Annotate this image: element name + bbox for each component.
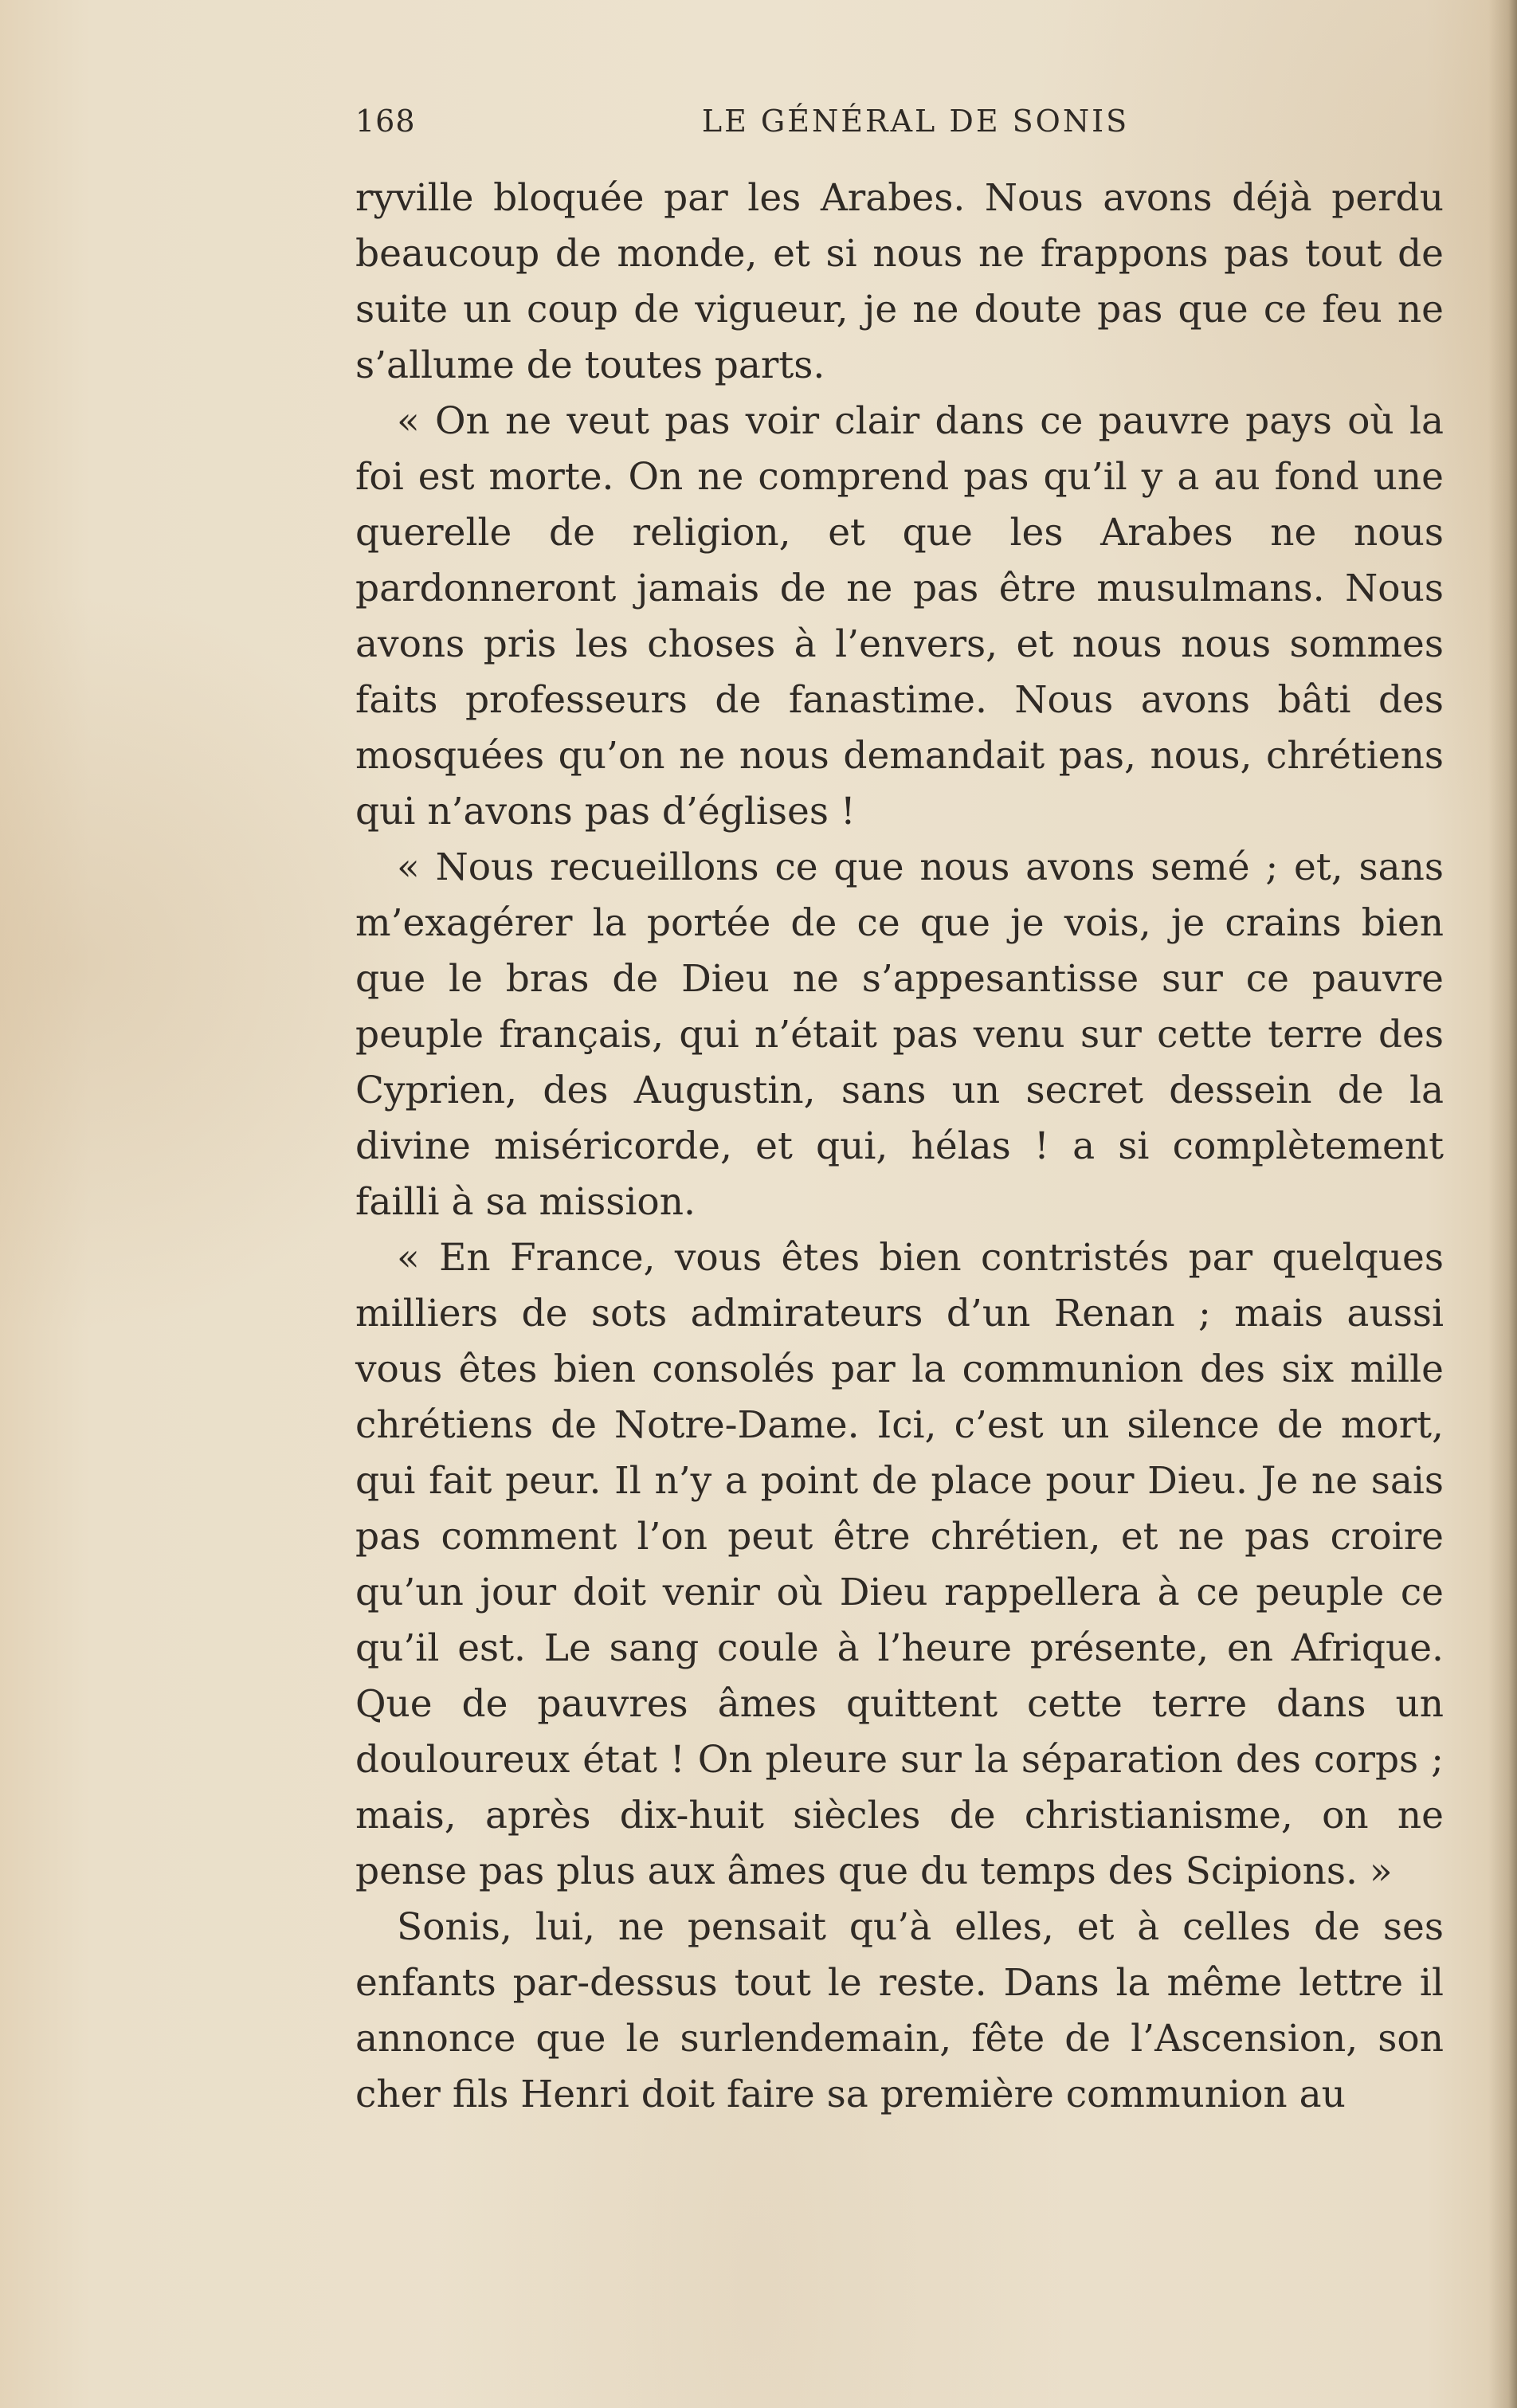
body-text [355, 171, 1444, 2123]
paragraph-4: « En France, vous êtes bien contristés par quelques milliers de sots admirateurs d’un Renan ; mais aussi vous êtes bien consolés par la communion des six mille chrétiens de Notre-Dame. Ici, c’est un silence de mort, qui fait peur. Il n’y a point de place pour Dieu. Je ne sais pas comment l’on peut être chrétien, et ne pas croire qu’un jour doit venir où Dieu rappellera à ce peuple ce qu’il est. Le sang coule à l’heure présente, en Afrique. Que de pauvres âmes quittent cette terre dans un douloureux état ! On pleure sur la séparation des corps ; mais, après dix-huit siècles de christianisme, on ne pense pas plus aux âmes que du temps des Scipions. » [355, 1236, 1444, 1893]
paragraph-3: « Nous recueillons ce que nous avons semé ; et, sans m’exagérer la portée de ce que je vois, je crains bien que le bras de Dieu ne s’appesantisse sur ce pauvre peuple français, qui n’était pas venu sur cette terre des Cyprien, des Augustin, sans un secret dessein de la divine miséricorde, et qui, hélas ! a si complètement failli à sa mission. [355, 845, 1444, 1224]
paragraph-5: Sonis, lui, ne pensait qu’à elles, et à celles de ses enfants par-dessus tout le reste. Dans la même lettre il annonce que le surlendemain, fête de l’Ascension, son cher fils Henri doit faire sa première communion au [355, 1905, 1444, 2116]
page-heading: LE GÉNÉRAL DE SONIS [701, 104, 1130, 139]
paragraph-2: « On ne veut pas voir clair dans ce pauvre pays où la foi est morte. On ne comprend pas qu’il y a au fond une querelle de religion, et que les Arabes ne nous pardonneront jamais de ne pas être musulmans. Nous avons pris les choses à l’envers, et nous nous sommes faits professeurs de fanastime. Nous avons bâti des mosquées qu’on ne nous demandait pas, nous, chrétiens qui n’avons pas d’églises ! [355, 399, 1444, 833]
spine-shadow [1488, 0, 1517, 2408]
page-number: 168 [355, 104, 416, 139]
running-head [355, 104, 1444, 159]
paragraph-1: ryville bloquée par les Arabes. Nous avons déjà perdu beaucoup de monde, et si nous ne frappons pas tout de suite un coup de vigueur, je ne doute pas que ce feu ne s’allume de toutes parts. [355, 176, 1444, 387]
